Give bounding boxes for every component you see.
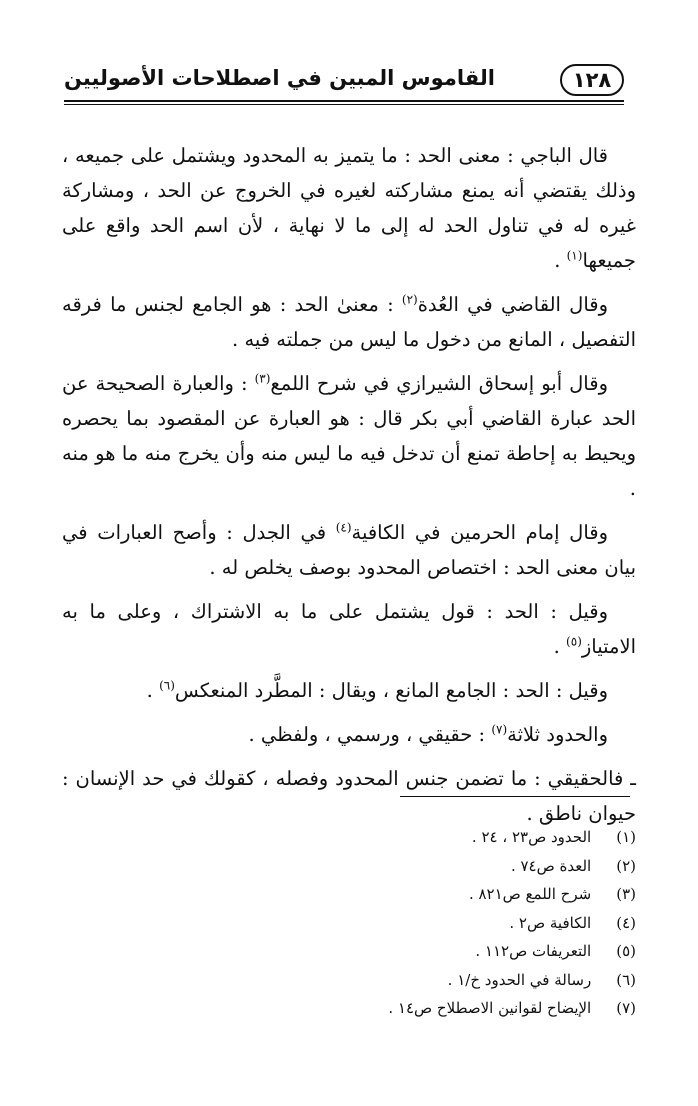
footnote-separator [400,796,630,797]
footnote-number: (٦) [616,970,636,989]
footnote-ref-3: (٣) [254,371,271,386]
footnote-text: الحدود ص٢٣ ، ٢٤ . [471,828,592,846]
footnote-ref-1: (١) [566,248,583,263]
footnote-item [260,880,636,909]
footnote-number: (٥) [616,942,636,960]
paragraph-2-text-b: : معنىٰ الحد : هو الجامع لجنس ما فرقه التفصيل ، المانع من دخول ما ليس من جملته فيه . [62,293,636,351]
footnote-number: (٤) [616,913,636,932]
paragraph-2-text-a: وقال القاضي في العُدة [417,293,608,316]
page-number: ١٢٨ [560,64,624,96]
paragraph-1-end: . [554,249,567,272]
footnote-item [260,909,636,938]
header-rule-thin [64,104,624,105]
footnote-text: رسالة في الحدود خ/١ . [447,970,592,989]
paragraph-3-text-a: وقال أبو إسحاق الشيرازي في شرح اللمع [270,372,608,395]
footnote-number: (٧) [616,999,636,1017]
footnote-ref-4: (٤) [335,520,352,535]
paragraph-6-text-b: . [146,679,160,702]
paragraph-6-text-a: وقيل : الحد : الجامع المانع ، ويقال : المطَّرد المنعكس [174,679,608,702]
footnote-item [260,966,636,995]
paragraph-8: ـ فالحقيقي : ما تضمن جنس المحدود وفصله ، كقولك في حد الإنسان : حيوان ناطق . [62,767,636,825]
paragraph-7 [62,717,636,752]
footnote-item [260,823,636,852]
footnotes [260,823,636,1023]
paragraph-7-text-b: : حقيقي ، ورسمي ، ولفظي . [248,723,492,746]
footnote-text: الكافية ص٢ . [509,913,592,932]
footnote-number: (٢) [616,856,636,875]
footnote-item [260,937,636,966]
footnote-text: شرح اللمع ص٨٢١ . [468,885,592,903]
footnote-text: الإيضاح لقوانين الاصطلاح ص١٤ . [388,999,592,1017]
paragraph-1 [62,138,636,278]
paragraph-4 [62,515,636,585]
page-header [64,62,624,102]
footnote-number: (٣) [616,885,636,903]
footnote-ref-6: (٦) [159,678,175,693]
paragraph-3-text-b: : والعبارة الصحيحة عن الحد عبارة القاضي أبي بكر قال : هو العبارة عن المقصود بما يحصره ويحيط به إحاطة تمنع أن تدخل فيه ما ليس منه وأن يخرج منه ما هو منه . [62,372,636,500]
footnote-number: (١) [616,828,636,846]
footnote-item [260,852,636,881]
footnote-text: العدة ص٧٤ . [510,856,592,875]
footnote-text: التعريفات ص١١٢ . [475,942,592,960]
paragraph-5-text-b: . [553,635,567,658]
paragraph-1-text: قال الباجي : معنى الحد : ما يتميز به المحدود ويشتمل على جميعه ، وذلك يقتضي أنه يمنع مشاركته لغيره في الخروج عن الحد ، ومشاركة غيره له في تناول الحد له إلى ما لا نهاية ، لأن اسم الحد واقع على جميعها [62,144,636,272]
footnote-ref-7: (٧) [491,722,508,737]
paragraph-6 [62,673,636,708]
paragraph-3 [62,366,636,506]
paragraph-7-text-a: والحدود ثلاثة [507,723,608,746]
main-text [62,138,636,840]
paragraph-4-text-a: وقال إمام الحرمين في الكافية [351,521,608,544]
paragraph-5 [62,594,636,664]
paragraph-5-text-a: وقيل : الحد : قول يشتمل على ما به الاشتراك ، وعلى ما به الامتياز [62,600,636,658]
footnote-ref-2: (٢) [401,292,418,307]
paragraph-2 [62,287,636,357]
footnote-ref-5: (٥) [566,634,582,649]
header-rule [64,100,624,102]
running-title: القاموس المبين في اصطلاحات الأصوليين [64,66,495,90]
paragraph-4-text-b: في الجدل : وأصح العبارات في بيان معنى الحد : اختصاص المحدود بوصف يخلص له . [62,521,636,579]
footnote-item [260,994,636,1023]
